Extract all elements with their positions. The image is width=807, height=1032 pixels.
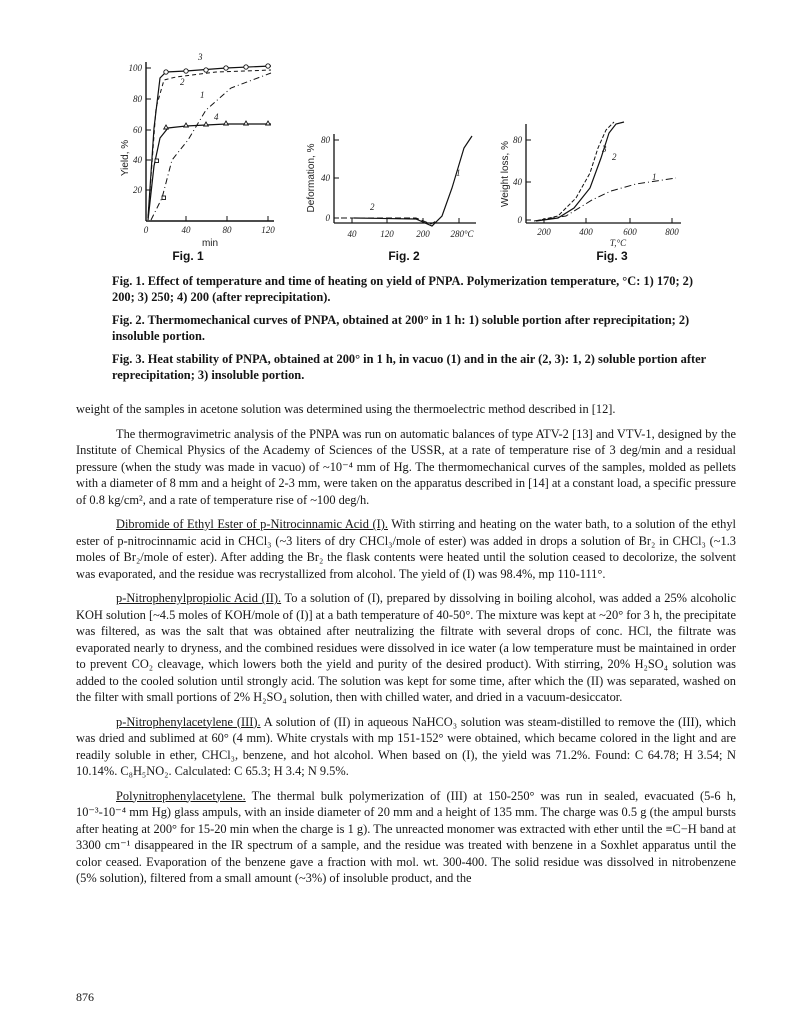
fig3-xtick-800: 800 [665, 227, 679, 237]
fig2-xtick-200: 200 [416, 229, 430, 239]
text-polynitrophenylacetylene: The thermal bulk polymerization of (III) at 150-250° was run in sealed, evacuated (5-6 h, 10⁻³-10⁻⁴ mm Hg) glass ampuls, with an inside diameter of 20 mm and a height of 135 mm. The charge was 0.5 g (the ampul bursts after heating at 200° for 15-20 min when the charge is 1 g). The unreacted monomer was extracted with ether until the ≡C−H band at 3300 cm⁻¹ disappeared in the IR spectrum of a sample, and the residue was treated with benzene in a Soxhlet apparatus until the color ceased. Evaporation of the benzene gave a fraction with mol. wt. 300-400. The solid residue was dissolved in nitrobenzene (5% solution), filtered from a small amount (~3%) of insoluble product, and the [76, 788, 736, 885]
fig1-x-axis-label: min [201, 238, 219, 249]
fig1-xtick-120: 120 [261, 225, 275, 235]
fig2-xtick-280: 280°C [450, 229, 474, 239]
fig1-curve-3 [148, 66, 271, 218]
fig2-y-axis-label: Deformation, % [306, 143, 317, 213]
fig1-curve-label-1: 1 [200, 90, 205, 100]
fig1-ytick-80: 80 [133, 94, 142, 104]
fig1-ytick-100: 100 [128, 63, 142, 73]
fig1-ytick-60: 60 [133, 125, 142, 135]
fig1-y-axis-label: Yield, % [120, 139, 131, 177]
text-nitrophenylacetylene: A solution of (II) in aqueous NaHCO₃ solution was steam-distilled to remove the (III), which was dried and sublimed at 60° (4 mm). White crystals with mp 151-152° were obtained, which became colored in the light and are readily soluble in ether, CHCl₃, benzene, and hot alcohol. When based on (I), the yield was 71.2%. Found: C 64.78; H 3.54; N 10.14%. C₈H₅NO₂. Calculated: C 65.3; H 3.4; N 9.5%. [76, 714, 736, 778]
page-number: 876 [76, 990, 94, 1004]
paragraph-dibromide [76, 516, 736, 582]
fig2-plot [306, 134, 476, 263]
paragraph-intro: weight of the samples in acetone solution was determined using the thermoelectric method described in [12]. [76, 402, 616, 416]
fig1-curve-1 [151, 73, 271, 220]
paragraph-nitrophenylacetylene [76, 714, 736, 780]
fig1-ytick-20: 20 [133, 185, 142, 195]
fig3-curve-3 [536, 122, 624, 221]
heading-nitrophenylacetylene: p-Nitrophenylacetylene (III). [116, 714, 261, 729]
fig2-curve-label-2: 2 [370, 202, 375, 212]
fig3-x-axis-label: T,°C [609, 238, 627, 248]
fig3-xtick-400: 400 [579, 227, 593, 237]
paragraph-propiolic-acid [76, 590, 736, 706]
figures-svg [96, 48, 716, 266]
text-propiolic-acid: To a solution of (I), prepared by dissolving in boiling alcohol, was added a 25% alcoholic KOH solution [~4.5 moles of KOH/mole of (I)] at a bath temperature of 40-50°. The mixture was kept at ~20° for 3 h, the precipitate was filtered, as was the salt that was obtained after neutralizing the filtrate with several drops of conc. HCl, the filtrate was evaporated nearly to dryness, and the combined residues were dissolved in ice water (a low temperature must be maintained in order to prevent CO₂ cleavage, which lowers both the yield and purity of the desired product). With stirring, 20% H₂SO₄ solution was added to the cooled solution until strongly acid. The solution was kept for some time, after which the (II) was separated, washed on the filter with small portions of 2% H₂SO₄ solution, then with chilled water, and dried in a vacuum-desiccator. [76, 591, 736, 704]
fig3-curve-label-2: 2 [612, 152, 617, 162]
fig2-xtick-40: 40 [347, 229, 357, 239]
fig1-curve-4 [148, 124, 271, 220]
fig1-plot [120, 52, 275, 263]
fig1-xtick-0: 0 [143, 225, 149, 235]
heading-propiolic-acid: p-Nitrophenylpropiolic Acid (II). [116, 591, 282, 605]
fig2-ytick-40: 40 [321, 173, 330, 183]
caption-fig2: Fig. 2. Thermomechanical curves of PNPA, obtained at 200° in 1 h: 1) soluble portion after reprecipitation; 2) insoluble portion. [112, 313, 690, 343]
fig3-curve-label-1: 1 [652, 172, 657, 182]
fig1-ytick-40: 40 [133, 155, 142, 165]
body-text [76, 401, 736, 895]
figure-captions [112, 273, 712, 390]
fig1-curve-label-2: 2 [180, 77, 185, 87]
fig2-ytick-80: 80 [321, 135, 330, 145]
fig1-caption-label: Fig. 1 [172, 249, 204, 263]
heading-polynitrophenylacetylene: Polynitrophenylacetylene. [116, 788, 246, 803]
fig2-curve-1 [354, 136, 472, 226]
fig2-curve-label-1: 1 [456, 168, 461, 178]
caption-fig3: Fig. 3. Heat stability of PNPA, obtained at 200° in 1 h, in vacuo (1) and in the air (2, 3): 1, 2) soluble portion after reprecipitation; 3) insoluble portion. [112, 352, 706, 382]
paragraph-thermogravimetric: The thermogravimetric analysis of the PNPA was run on automatic balances of type ATV-2 [13] and VTV-1, designed by the Institute of Chemical Physics of the Academy of Sciences of the USSR, at a rate of temperature rise of 3 deg/min and a residual pressure (when the study was made in vacuo) of ~10⁻⁴ mm of Hg. The thermomechanical curves of the samples, molded as pellets with a diameter of 8 mm and a height of 2-3 mm, were taken on the apparatus described in [14] at a constant load, a specific pressure of 0.8 kg/cm², and a rate of temperature rise of ~100 deg/h. [76, 426, 736, 507]
fig3-curve-1 [534, 178, 676, 221]
fig2-ytick-0: 0 [325, 213, 330, 223]
fig3-xtick-200: 200 [537, 227, 551, 237]
fig3-ytick-40: 40 [513, 177, 522, 187]
paragraph-polynitrophenylacetylene [76, 788, 736, 887]
heading-dibromide: Dibromide of Ethyl Ester of p-Nitrocinnamic Acid (I). [116, 517, 388, 531]
fig1-curve-label-4: 4 [214, 112, 219, 122]
fig2-xtick-120: 120 [380, 229, 394, 239]
fig3-y-axis-label: Weight loss, % [500, 141, 511, 207]
fig1-xtick-40: 40 [181, 225, 191, 235]
fig3-plot [500, 122, 681, 263]
text-dibromide: With stirring and heating on the water bath, to a solution of the ethyl ester of p-nitrocinnamic acid in CHCl₃ (~3 liters of dry CHCl₃/mole of ester) was added in drops a solution of Br₂ in CHCl₃ (~1.3 moles of Br₂/mole of ester). After adding the Br₂ the flask contents were heated until the solution ceased to decolorize, the solvent was evaporated, and the residue was recrystallized from alcohol. The yield of (I) was 98.4%, mp 110-111°. [76, 517, 736, 581]
figure-panel [96, 48, 716, 266]
fig1-curve-label-3: 3 [198, 52, 203, 62]
fig3-xtick-600: 600 [623, 227, 637, 237]
fig1-xtick-80: 80 [222, 225, 232, 235]
fig3-ytick-80: 80 [513, 135, 522, 145]
fig1-curve-2 [148, 70, 271, 218]
caption-fig1: Fig. 1. Effect of temperature and time of heating on yield of PNPA. Polymerization temperature, °C: 1) 170; 2) 200; 3) 250; 4) 200 (after reprecipitation). [112, 274, 693, 304]
fig3-curve-label-3: 3 [602, 144, 607, 154]
fig2-caption-label: Fig. 2 [388, 249, 420, 263]
fig3-caption-label: Fig. 3 [596, 249, 628, 263]
fig3-ytick-0: 0 [517, 215, 522, 225]
